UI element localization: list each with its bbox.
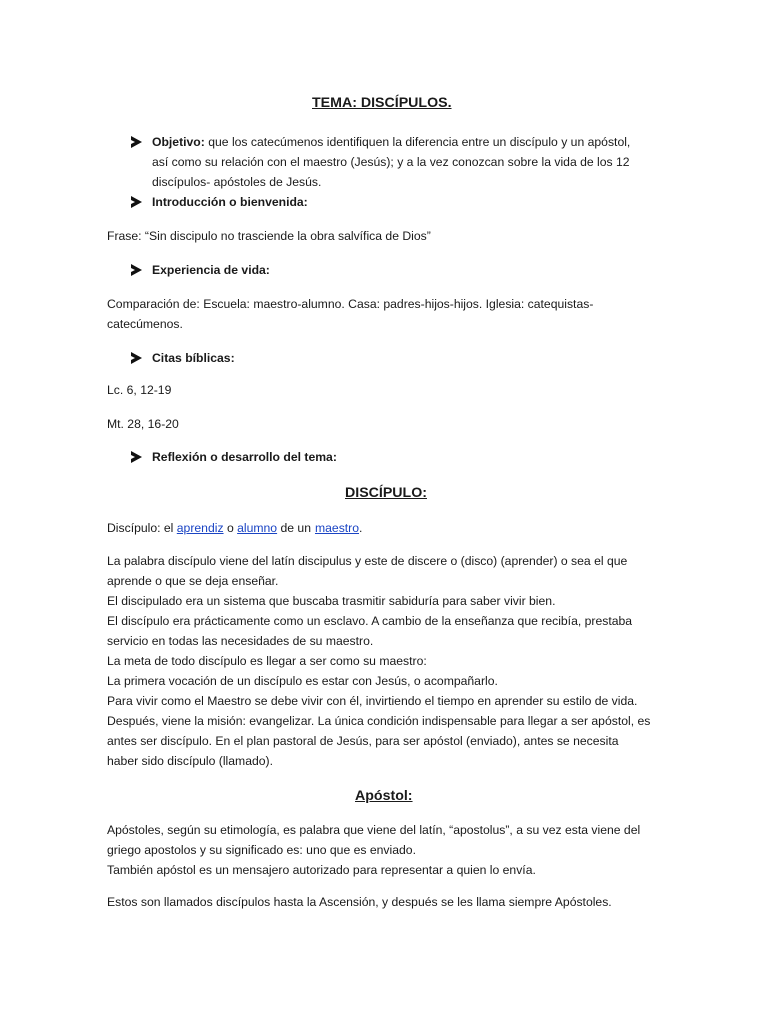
introduccion-label: Introducción o bienvenida:	[152, 195, 308, 209]
apostol-paragraph-line: griego apostolos y su significado es: uno que es enviado.	[107, 843, 416, 857]
definition-sep: o	[226, 521, 234, 535]
definition-suffix: .	[359, 521, 363, 535]
citas-label: Citas bíblicas:	[152, 351, 235, 365]
arrow-bullet-icon	[131, 196, 142, 208]
discipulo-paragraph-line: La primera vocación de un discípulo es estar con Jesús, o acompañarlo.	[107, 674, 498, 688]
discipulo-paragraph-line: servicio en todas las necesidades de su maestro.	[107, 634, 374, 648]
objetivo-line-3: discípulos- apóstoles de Jesús.	[152, 175, 322, 189]
cita-item: Lc. 6, 12-19	[107, 383, 172, 397]
alumno-link[interactable]: alumno	[237, 521, 278, 535]
reflexion-label: Reflexión o desarrollo del tema:	[152, 450, 337, 464]
closing-text: Estos son llamados discípulos hasta la Ascensión, y después se les llama siempre Apóstoles.	[107, 895, 612, 909]
discipulo-paragraph-line: La meta de todo discípulo es llegar a ser como su maestro:	[107, 654, 427, 668]
apostol-paragraph-line: Apóstoles, según su etimología, es palabra que viene del latín, “apostolus”, a su vez esta viene del	[107, 823, 641, 837]
discipulo-paragraph-line: La palabra discípulo viene del latín discipulus y este de discere o (disco) (aprender) o sea el que	[107, 554, 628, 568]
apostol-paragraph-line: También apóstol es un mensajero autorizado para representar a quien lo envía.	[107, 863, 536, 877]
discipulo-paragraph-line: El discípulo era prácticamente como un esclavo. A cambio de la enseñanza que recibía, prestaba	[107, 614, 633, 628]
objetivo-line-2: así como su relación con el maestro (Jesús); y a la vez conozcan sobre la vida de los 12	[152, 155, 630, 169]
discipulo-paragraph-line: aprende o que se deja enseñar.	[107, 574, 279, 588]
arrow-bullet-icon	[131, 136, 142, 148]
discipulo-paragraph-line: Para vivir como el Maestro se debe vivir con él, invirtiendo el tiempo en aprender su estilo de vida.	[107, 694, 638, 708]
objetivo-label: Objetivo:	[152, 135, 205, 149]
arrow-bullet-icon	[131, 352, 142, 364]
discipulo-paragraph-line: Después, viene la misión: evangelizar. La única condición indispensable para llegar a ser apóstol, es	[107, 714, 651, 728]
aprendiz-link[interactable]: aprendiz	[176, 521, 224, 535]
cita-item: Mt. 28, 16-20	[107, 417, 179, 431]
definition-prefix: Discípulo: el	[107, 521, 174, 535]
discipulo-paragraph-line: antes ser discípulo. En el plan pastoral de Jesús, para ser apóstol (enviado), antes se necesita	[107, 734, 619, 748]
experiencia-line-2: catecúmenos.	[107, 317, 183, 331]
experiencia-line-1: Comparación de: Escuela: maestro-alumno. Casa: padres-hijos-hijos. Iglesia: catequistas-	[107, 297, 594, 311]
apostol-heading: Apóstol:	[355, 788, 413, 804]
discipulo-definition	[107, 518, 362, 538]
discipulo-paragraph-line: haber sido discípulo (llamado).	[107, 754, 273, 768]
frase-text: Frase: “Sin discipulo no trasciende la obra salvífica de Dios”	[107, 229, 431, 243]
arrow-bullet-icon	[131, 451, 142, 463]
page-title: TEMA: DISCÍPULOS.	[312, 95, 452, 111]
experiencia-label: Experiencia de vida:	[152, 263, 270, 277]
objetivo-text: que los catecúmenos identifiquen la diferencia entre un discípulo y un apóstol,	[208, 135, 631, 149]
objetivo-line-1	[152, 132, 630, 152]
definition-sep: de un	[280, 521, 311, 535]
maestro-link[interactable]: maestro	[314, 521, 360, 535]
discipulo-heading: DISCÍPULO:	[345, 485, 427, 501]
arrow-bullet-icon	[131, 264, 142, 276]
discipulo-paragraph-line: El discipulado era un sistema que buscaba trasmitir sabiduría para saber vivir bien.	[107, 594, 556, 608]
